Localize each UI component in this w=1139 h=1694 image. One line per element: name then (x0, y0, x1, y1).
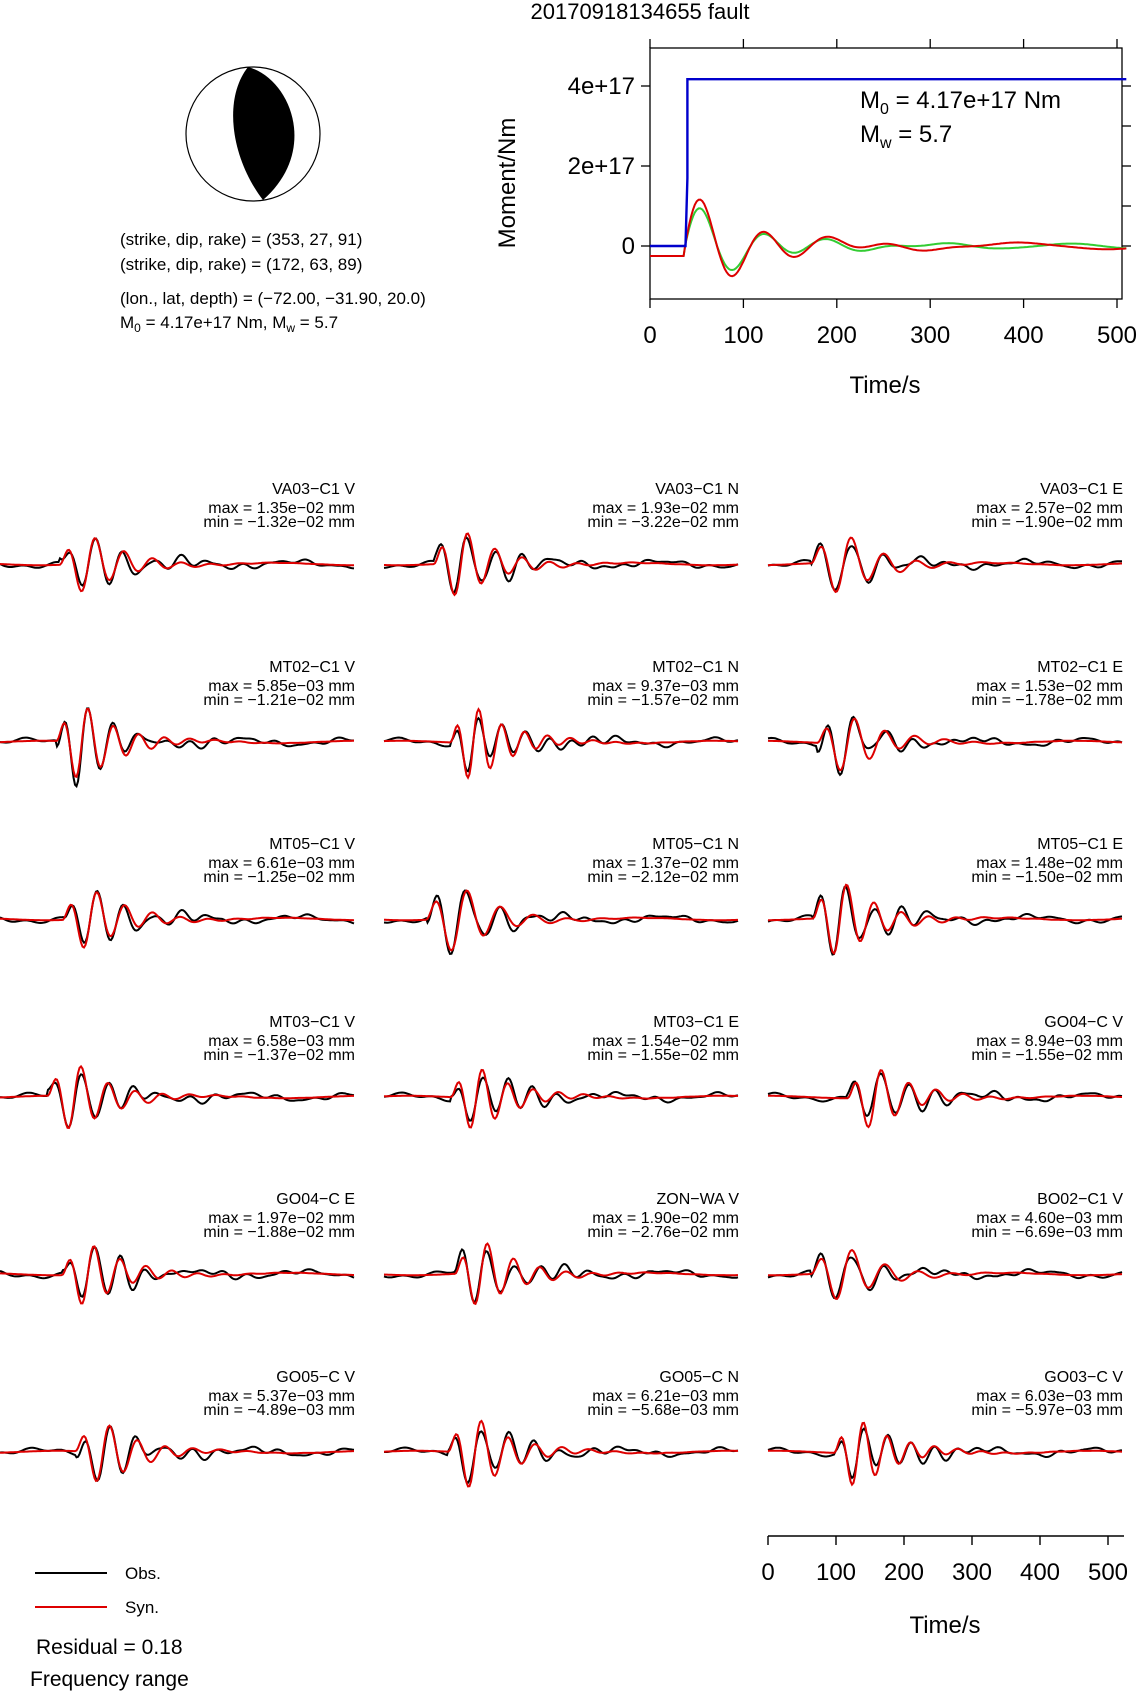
bottom-xtick-label: 200 (883, 1559, 925, 1586)
trace-station-label: MT02−C1 V (269, 659, 355, 676)
trace-synthetic-line (384, 1244, 738, 1304)
trace-panel (768, 659, 1123, 775)
bottom-xtick-label: 100 (815, 1559, 857, 1586)
moment-xtick-label: 200 (816, 322, 857, 349)
trace-min-label: min = −1.32e−02 mm (203, 514, 355, 531)
frequency-range-text: Frequency range (30, 1668, 189, 1691)
trace-synthetic-line (0, 1426, 354, 1481)
bottom-xtick-label: 400 (1019, 1559, 1061, 1586)
trace-panel (384, 481, 739, 595)
legend-syn-label: Syn. (125, 1598, 160, 1617)
trace-observed-line (768, 1074, 1122, 1116)
trace-min-label: min = −4.89e−03 mm (203, 1402, 355, 1419)
trace-max-label: max = 1.93e−02 mm (592, 500, 739, 517)
trace-min-label: min = −1.25e−02 mm (203, 869, 355, 886)
trace-panel (384, 836, 739, 954)
trace-synthetic-line (768, 538, 1122, 592)
trace-panel (768, 481, 1123, 592)
trace-station-label: GO05−C N (659, 1369, 739, 1386)
trace-panel (0, 1014, 355, 1128)
moment-ytick-label: 2e+17 (567, 153, 635, 180)
trace-station-label: MT02−C1 N (652, 659, 739, 676)
trace-observed-line (384, 1078, 738, 1121)
trace-station-label: GO04−C E (276, 1191, 355, 1208)
trace-max-label: max = 1.54e−02 mm (592, 1033, 739, 1050)
trace-station-label: MT05−C1 V (269, 836, 355, 853)
trace-panel (384, 1369, 739, 1486)
trace-panel (384, 1191, 739, 1304)
trace-observed-line (0, 539, 354, 586)
trace-max-label: max = 5.37e−03 mm (208, 1388, 355, 1405)
trace-max-label: max = 6.21e−03 mm (592, 1388, 739, 1405)
trace-max-label: max = 1.35e−02 mm (208, 500, 355, 517)
trace-station-label: MT02−C1 E (1037, 659, 1123, 676)
trace-synthetic-line (384, 534, 738, 595)
moment-ytick-label: 4e+17 (567, 73, 635, 100)
trace-max-label: max = 8.94e−03 mm (976, 1033, 1123, 1050)
trace-panel (768, 836, 1123, 955)
trace-synthetic-line (0, 893, 354, 948)
trace-station-label: GO03−C V (1044, 1369, 1123, 1386)
trace-min-label: min = −5.68e−03 mm (587, 1402, 739, 1419)
figure-title: 20170918134655 fault (530, 0, 750, 24)
beachball-line-4: $M_0 = 4.17e+17$ Nm, $M_w = 5.7$ (120, 313, 339, 335)
trace-max-label: max = 1.53e−02 mm (976, 678, 1123, 695)
trace-station-label: VA03−C1 E (1040, 481, 1123, 498)
trace-observed-line (0, 708, 354, 786)
moment-xtick-label: 300 (910, 322, 951, 349)
trace-observed-line (768, 717, 1122, 775)
trace-min-label: min = −1.78e−02 mm (971, 692, 1123, 709)
trace-panel (0, 481, 355, 591)
trace-min-label: min = −1.37e−02 mm (203, 1047, 355, 1064)
trace-max-label: max = 1.48e−02 mm (976, 855, 1123, 872)
trace-panel (768, 1014, 1123, 1127)
trace-station-label: MT03−C1 E (653, 1014, 739, 1031)
trace-min-label: min = −1.57e−02 mm (587, 692, 739, 709)
trace-max-label: max = 1.97e−02 mm (208, 1210, 355, 1227)
trace-station-label: MT05−C1 E (1037, 836, 1123, 853)
moment-x-ticks (643, 39, 1137, 349)
trace-max-label: max = 4.60e−03 mm (976, 1210, 1123, 1227)
trace-synthetic-line (0, 538, 354, 591)
trace-observed-line (768, 544, 1122, 590)
legend (35, 1564, 161, 1617)
trace-panel (384, 659, 739, 778)
moment-mw-label: $M_w = 5.7$ (860, 121, 953, 152)
trace-max-label: max = 6.03e−03 mm (976, 1388, 1123, 1405)
beachball-line-2: (strike, dip, rake) = (172, 63, 89) (120, 255, 363, 274)
trace-min-label: min = −3.22e−02 mm (587, 514, 739, 531)
trace-max-label: max = 6.58e−03 mm (208, 1033, 355, 1050)
trace-panel (768, 1369, 1123, 1485)
trace-synthetic-line (768, 1070, 1122, 1127)
trace-max-label: max = 2.57e−02 mm (976, 500, 1123, 517)
trace-synthetic-line (0, 1246, 354, 1303)
trace-max-label: max = 1.37e−02 mm (592, 855, 739, 872)
trace-synthetic-line (0, 709, 354, 777)
trace-min-label: min = −2.76e−02 mm (587, 1224, 739, 1241)
moment-xtick-label: 100 (723, 322, 764, 349)
trace-max-label: max = 9.37e−03 mm (592, 678, 739, 695)
moment-rate-panel (494, 39, 1137, 399)
bottom-xtick-label: 300 (951, 1559, 993, 1586)
moment-m0-label: $M_0 = 4.17e+17$ Nm (860, 87, 1062, 118)
trace-observed-line (384, 1250, 738, 1303)
trace-min-label: min = −1.21e−02 mm (203, 692, 355, 709)
bottom-xlabel: Time/s (909, 1612, 981, 1639)
trace-station-label: MT05−C1 N (652, 836, 739, 853)
trace-observed-line (384, 1431, 738, 1482)
trace-panel (384, 1014, 739, 1127)
trace-station-label: GO05−C V (276, 1369, 355, 1386)
trace-station-label: GO04−C V (1044, 1014, 1123, 1031)
trace-min-label: min = −5.97e−03 mm (971, 1402, 1123, 1419)
trace-panel (0, 659, 355, 786)
bottom-time-axis (761, 1536, 1128, 1586)
legend-obs-label: Obs. (125, 1564, 161, 1583)
trace-panel (0, 1369, 355, 1481)
trace-max-label: max = 6.61e−03 mm (208, 855, 355, 872)
moment-xtick-label: 500 (1096, 322, 1138, 349)
trace-max-label: max = 1.90e−02 mm (592, 1210, 739, 1227)
moment-ylabel: Moment/Nm (494, 117, 521, 249)
trace-min-label: min = −6.69e−03 mm (971, 1224, 1123, 1241)
trace-min-label: min = −1.55e−02 mm (587, 1047, 739, 1064)
beachball-line-3: (lon., lat, depth) = (−72.00, −31.90, 20.0) (120, 289, 426, 308)
trace-panel (0, 1191, 355, 1303)
moment-red-curve (650, 200, 1126, 277)
trace-min-label: min = −1.88e−02 mm (203, 1224, 355, 1241)
moment-xtick-label: 400 (1003, 322, 1044, 349)
trace-panel (0, 836, 355, 948)
trace-min-label: min = −2.12e−02 mm (587, 869, 739, 886)
trace-station-label: ZON−WA V (656, 1191, 739, 1208)
trace-max-label: max = 5.85e−03 mm (208, 678, 355, 695)
beachball (186, 67, 320, 201)
trace-min-label: min = −1.55e−02 mm (971, 1047, 1123, 1064)
beachball-line-1: (strike, dip, rake) = (353, 27, 91) (120, 230, 363, 249)
trace-station-label: MT03−C1 V (269, 1014, 355, 1031)
moment-xtick-label: 0 (643, 322, 657, 349)
residual-text: Residual = 0.18 (36, 1636, 183, 1659)
trace-station-label: VA03−C1 V (272, 481, 355, 498)
trace-min-label: min = −1.50e−02 mm (971, 869, 1123, 886)
trace-station-label: BO02−C1 V (1037, 1191, 1123, 1208)
moment-ytick-label: 0 (621, 233, 635, 260)
waveform-grid (0, 481, 1123, 1486)
moment-xlabel: Time/s (849, 372, 921, 399)
bottom-xtick-label: 0 (761, 1559, 775, 1586)
trace-min-label: min = −1.90e−02 mm (971, 514, 1123, 531)
trace-synthetic-line (768, 1423, 1122, 1485)
bottom-xtick-label: 500 (1087, 1559, 1129, 1586)
trace-panel (768, 1191, 1123, 1299)
trace-synthetic-line (768, 1250, 1122, 1299)
trace-station-label: VA03−C1 N (655, 481, 739, 498)
trace-observed-line (384, 891, 738, 954)
trace-synthetic-line (384, 891, 738, 951)
trace-synthetic-line (0, 1066, 354, 1128)
